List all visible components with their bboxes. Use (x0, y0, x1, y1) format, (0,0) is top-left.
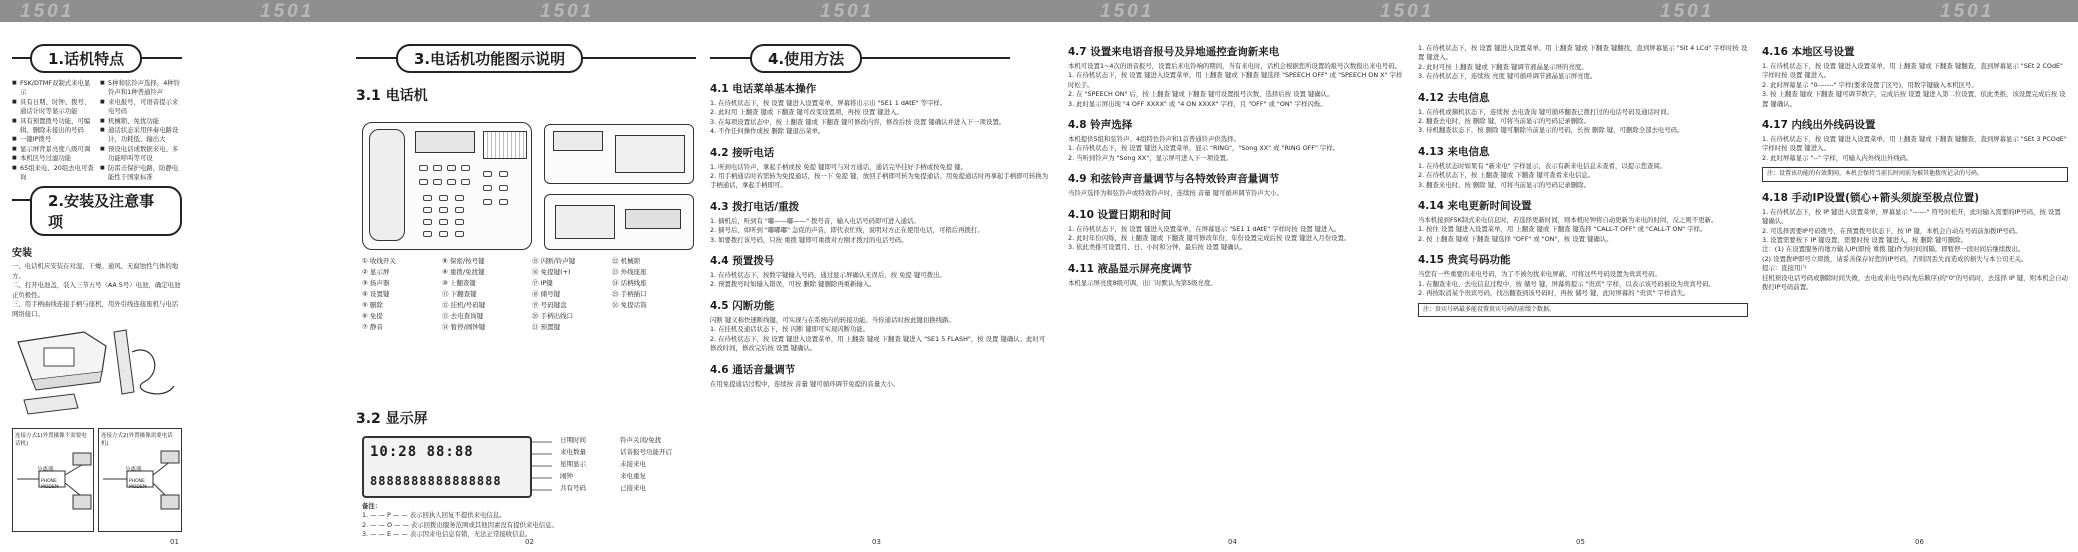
paragraph: 本机显示屏亮度8级可调，出厂时默认为第5级亮度。 (1068, 278, 1217, 287)
header-band (0, 0, 2078, 22)
paragraph: (2) 设置拨IP即号立即拨，请妥善保存好您的IP号码，否则因丢失而造成的损失与本公司无关。 (1762, 254, 2028, 263)
phone-port-label: PHONE (129, 479, 145, 484)
subsection-title: 4.5 闪断功能 (710, 299, 775, 312)
note-box: 注：贵宾号码最多能设置贵宾号码的前缀个数据。 (1418, 303, 1748, 318)
legend-item: ⑩ 上翻查键 (442, 279, 476, 287)
feature-item: ■ 一键IP拨号 (12, 135, 94, 144)
legend-item: ④ 设置键 (362, 290, 390, 298)
subsection-title: 4.7 设置来电语音报号及异地遥控查询新来电 (1068, 46, 1280, 58)
legend-item: ⑮ 闪断/铃声键 (532, 257, 576, 265)
paragraph: 1. 在待机状态下，按 设置 键进入设置菜单，用 上翻查 键或 下翻查 键选择 "SPEECH OFF" 或 "SPEECH ON X" 字样时松手。 (1068, 71, 1403, 89)
notes-title: 备注： (362, 502, 382, 510)
legend-item: ㉖ 免提话筒 (612, 301, 647, 309)
legend-item: ⑱ 储号键 (532, 290, 561, 298)
column-page-5 (1418, 44, 1748, 534)
legend-item: ⑳ 手柄出线口 (532, 312, 574, 320)
paragraph: 3. 依此类推可设置月、日、小时和分钟，最后按 设置 键确认。 (1068, 243, 1247, 252)
lcd-label: 共有号码 (560, 484, 586, 492)
brand-logo: 1501 (20, 1, 75, 22)
legend-item: ⑲ 号码键盘 (532, 301, 567, 309)
subsection-title: 4.8 铃声选择 (1068, 119, 1133, 132)
feature-item: ■ 通话状态采用伴奏电路设计，功耗低、输出大 (100, 126, 182, 145)
note-box: 注：设置该功能的有效期间，本机会保持当前长时间前为被其他拨所记录的号码。 (1762, 167, 2068, 182)
paragraph: 2. 此时用 上翻查 键或 下翻查 键可改变设置项，再按 设置 键进入。 (710, 108, 903, 117)
paragraph: 2. 按 上翻查 键或 下翻查 键选择 "OFF" 或 "ON"，按 设置 键确认。 (1418, 234, 1613, 243)
feature-item: ■ FSK/DTMF双制式来电显示 (12, 79, 94, 98)
legend-item: ⑬ 去电查询键 (442, 312, 484, 320)
phone-bottom-view (544, 194, 694, 250)
paragraph: 2. 在 "SPEECH ON" 后，按 上翻查 键或 下翻查 键可设置报号次数，选择后按 设置 键确认。 (1068, 90, 1334, 99)
paragraph: 1. 在待机状态下，按 IP 键进入设置菜单，屏幕显示 "------" 符号时松开，此时输入需要的IP号码，按 设置 键确认。 (1762, 207, 2061, 226)
column-page-6 (1762, 44, 2068, 534)
install-step: 二、打开电池盖，装入三节五号（AA 5号）电池，确定电池正负极性。 (12, 281, 181, 299)
lcd-screen-diagram (362, 436, 532, 498)
brand-logo: 1501 (1100, 1, 1155, 22)
brand-logo: 1501 (1940, 1, 1995, 22)
legend-item (612, 322, 692, 333)
column-page-4 (1068, 44, 1408, 534)
legend-item: ⑭ 暂停/闹钟键 (442, 323, 486, 331)
lcd-label: 闹钟 (560, 472, 573, 480)
column-page-1 (12, 44, 182, 534)
paragraph: 挂机预设电话号码或删除时间失败，去电或来电号码(先后顺序)的"0"的号码时，去选择 IP 键，则本机会自动拨打IP号码前置。 (1762, 273, 2068, 291)
note-item: 2. — — O — — 表示回拨出服务范围或其他因素没有提供来电信息。 (362, 520, 558, 529)
legend-item: ⑫ 挂机/号码键 (442, 301, 486, 309)
paragraph: 1. 摘机后，听到有 "嘟——嘟——" 拨号音，输入电话号码即可进入通话。 (710, 216, 920, 225)
phone-port-label: PHONE (41, 479, 57, 484)
page-number: 01 (170, 538, 179, 546)
legend-item: ㉓ 外线座座 (612, 268, 647, 276)
connection-diagram-1: 连接方式1(外置摄像不需要电话机) 分离器 PHONE MODEM (12, 428, 94, 532)
paragraph: 1. 在待机状态下，按 设置 键进入设置菜单，用 上翻查 键或 下翻查 键翻查，直到屏幕显示 "SEt 3 PCOdE" 字样时按 设置 键进入。 (1762, 135, 2067, 153)
paragraph: 2. 翻查去电时，按 删除 键，可将当前显示的号码记录删除。 (1418, 117, 1590, 126)
legend-item: ① 收线开关 (362, 257, 396, 265)
subsection-title: 4.15 贵宾号码功能 (1418, 254, 1511, 267)
legend-item: ㉑ 预置键 (532, 323, 561, 331)
paragraph: 1. 在待机状态时如果有 "新来电" 字样显示，表示有新来电信息未查看，以提示您查阅。 (1418, 161, 1667, 170)
legend-item: ㉔ 话柄线座 (612, 279, 647, 287)
paragraph: 本机可设置1~4次的语音报号，设置后来电铃响的期间，当有来电时，话机会根据您所设置的报号次数报出来电号码。 (1068, 62, 1402, 70)
paragraph: 2. 此时屏幕显示 "--" 字样，可输入内外线出外线码。 (1762, 153, 1913, 162)
phone-diagram (362, 122, 532, 250)
paragraph: 当本机接到FSK制式来电信息时，若选择更新时间，则本机时钟将自动更新为来电的时间，反之则不更新。 (1418, 216, 1718, 225)
paragraph: 2. 此时屏幕显示 "0-------" 字样(要求设置了区号)，用数字键输入本机区号。 (1762, 80, 1978, 89)
legend-item: ⑪ 下翻查键 (442, 290, 477, 298)
paragraph: 2. 此时可按 上翻查 键或 下翻查 键调节液晶显示屏的亮度。 (1418, 62, 1588, 71)
subsection-title: 4.12 去电信息 (1418, 91, 1490, 104)
page-number: 04 (1228, 538, 1237, 546)
note-item: 3. — — E — — 表示因来电信息有错，无法正常接收信息。 (362, 530, 532, 539)
paragraph: 3. 此时显示屏出现 "4 OFF XXXX" 或 "4 ON XXXX" 字样，且 "OFF" 或 "ON" 字样闪烁。 (1068, 99, 1327, 108)
lcd-label: 来电数量 (560, 448, 586, 456)
feature-item: ■ 5种和弦铃声选择，4种铃铃声和1种普通铃声 (100, 79, 182, 98)
paragraph: 1. 在待机状态下，按 设置 键进入设置菜单，用 上翻查 键或 下翻查 键翻找，直到屏幕显示 "Slt 4 LCd" 字样时按 设置 键进入。 (1418, 44, 1748, 62)
connection-diagram-2: 连接方式2(外置摄像需要电话机) 分离器 PHONE MODEM (98, 428, 182, 532)
paragraph: 1. 在待机状态下，按 设置 键进入设置菜单，在屏幕显示 "SE1 1 dAtE" 字样时按 设置 键进入。 (1068, 224, 1341, 233)
legend-item: ⑧ 保密/按号键 (442, 257, 485, 265)
subsection-title: 4.2 接听电话 (710, 146, 775, 159)
lcd-label: 星期显示 (560, 460, 586, 468)
handset (369, 129, 405, 241)
paragraph: 注：(1) 在设置服务的地方输入IP(即按 重拨 键)作为时间间隔，即暂停一段时间后继续拨出。 (1762, 245, 2025, 254)
column-page-2 (356, 44, 696, 539)
paragraph: 1. 在翻查来电、去电信息过程中，按 储号 键，屏幕将提示 "贵宾" 字样，以表示该号码被设为贵宾号码。 (1418, 279, 1715, 288)
feature-item: ■ 本机区号过滤功能 (12, 154, 94, 163)
features-list (12, 79, 182, 182)
legend-item: ⑨ 重拨/免扰键 (442, 268, 485, 276)
page-number: 03 (872, 538, 881, 546)
modem-port-label: MODEM (41, 485, 59, 490)
lcd-label: 日期时间 (560, 436, 586, 444)
legend-item: ⑦ 静音 (362, 323, 383, 331)
lcd-label: 未接来电 (620, 460, 646, 468)
phone-side-view (544, 124, 694, 184)
legend-item: ⑥ 免提 (362, 312, 383, 320)
subsection-title: 4.10 设置日期和时间 (1068, 208, 1172, 221)
lcd-label: 来电重复 (620, 472, 646, 480)
paragraph: 2. 再按取消某个贵宾号码，找出翻查到该号码时，再按 储号 键，此时屏幕的 "贵宾" 字样消失。 (1418, 289, 1690, 298)
paragraph: 2. 此时年份闪烁，按 上翻查 键或 下翻查 键可修改年份，年份设置完成后按 设置 键进入月份设置。 (1068, 234, 1351, 243)
note-item: 1. — — P — — 表示回执人回复不提供来电信息。 (362, 511, 506, 520)
speaker-grille (483, 131, 527, 159)
lcd-callout-lines (532, 436, 552, 506)
install-step: 三、用手柄曲线连接手柄与座机，用外引线连接座机与电话网络接口。 (12, 300, 179, 318)
legend-item: ⑤ 删除 (362, 301, 383, 309)
page-number: 06 (1915, 538, 1924, 546)
section-heading: 4.使用方法 (750, 44, 862, 73)
legend-item (612, 311, 692, 322)
brand-logo: 1501 (260, 1, 315, 22)
paragraph: 1. 在待机状态下，按 设置 键进入设置菜单，显示 "RING"，"Song XX" 或 "RING OFF" 字样。 (1068, 144, 1340, 153)
legend-item: ② 显示屏 (362, 268, 390, 276)
paragraph: 2. 可选择需要IP号码拨号，在预置拨号状态下，按 IP 键，本机会自动在号码前加拨IP号码。 (1762, 226, 2022, 235)
legend-item: ⑯ 免提键(+) (532, 268, 571, 276)
paragraph: 3. 如要拨打该号码，只按 重拨 键即可重拨对方刚才拨过的电话号码。 (710, 235, 908, 244)
lcd-label: 铃声关闭/免扰 (620, 436, 662, 444)
paragraph: 在用免提通话过程中，连续按 音量 键可循环调节免提的音量大小。 (710, 379, 900, 388)
phone-installation-illustration (14, 302, 180, 422)
paragraph: 3. 按 上翻查 键或 下翻查 键可调节数字，完成后按 设置 键进入第二位设置，依此类推，该设置完成后按 设置 键确认。 (1762, 90, 2066, 108)
subsection-title: 4.18 手动IP设置(锁心+箭头须旋至极点位置) (1762, 191, 1980, 204)
paragraph: 3. 在每项设置状态中，按 上翻查 键或 下翻查 键可修改内容，修改后按 设置 键确认并进入下一项设置。 (710, 117, 1006, 126)
paragraph: 3. 翻查来电时，按 删除 键，可将当前显示的号码记录删除。 (1418, 180, 1590, 189)
section-heading: 2.安装及注意事项 (30, 186, 182, 236)
legend-item: ㉒ 机械锁 (612, 257, 641, 265)
page-number: 02 (525, 538, 534, 546)
subsection-title: 3.1 电话机 (356, 88, 428, 104)
feature-item: ■ 来电报号，可语音提示来电号码 (100, 98, 182, 117)
lcd-labels-right (620, 434, 672, 494)
feature-item: ■ 显示屏背景亮度八级可调 (12, 145, 94, 154)
subsection-title: 4.4 预置拨号 (710, 255, 775, 268)
display-window (415, 131, 475, 153)
paragraph: 1. 在待机状态下，按 设置 键进入设置菜单，屏幕将出示出 "SE1 1 dAtE" 等字样。 (710, 99, 947, 107)
feature-item: ■ 具有预置拨号功能，可编辑、删除未接出的号码 (12, 117, 94, 136)
feature-item: ■ 预设电话或数据来电、多功能呼叫等可设 (100, 145, 182, 164)
install-step: 一、电话机应安装在对湿、干燥、通风、无腐蚀性气体的地方。 (12, 262, 179, 280)
subsection-title: 4.3 拨打电话/重拨 (710, 200, 800, 213)
paragraph: 1. 在待机状态下，按 设置 键进入设置菜单，用 上翻查 键或 下翻查 键翻查，直到屏幕显示 "SEt 2 COdE" 字样时按 设置 键进入。 (1762, 62, 2063, 80)
modem-port-label: MODEM (129, 485, 147, 490)
legend-item: ③ 扬声器 (362, 279, 390, 287)
subsection-title: 4.9 和弦铃声音量调节与各特效铃声音量调节 (1068, 173, 1280, 186)
paragraph: 2. 在待机状态下，按 设置 键进入设置菜单，用 上翻查 键或 下翻查 键进入 "SE1 5 FLASH"，按 设置 键确认；此时可修改时间，修改完后按 设置 键确认。 (710, 334, 1046, 353)
lcd-labels (560, 434, 586, 494)
page-number: 05 (1576, 538, 1585, 546)
splitter-label: 分离器 (125, 467, 142, 473)
paragraph: 提示：直接用户 (1762, 264, 1807, 273)
subsection-title: 4.1 电话菜单基本操作 (710, 83, 817, 95)
feature-item: ■ 65组来电、20组去电可查询 (12, 164, 94, 183)
paragraph: 1. 在挂机及通话状态下，按 闪断 键即可实现闪断功能。 (710, 325, 870, 334)
feature-item: ■ 具有日期、时钟、拨号、通话计时等显示功能 (12, 98, 94, 117)
paragraph: 闪断 键又称快速断线键，可实现与在系统内的转接功能。当你通话时按此键切换线路。 (710, 315, 955, 324)
paragraph: 3. 待机翻查状态下，按 删除 键可删除当前显示的号码，长按 删除 键，可删除全部去电号码。 (1418, 126, 1684, 135)
paragraph: 1. 在待机状态下，按数字键输入号码，通过显示屏确认无误后，按 免提 键可拨出。 (710, 271, 946, 280)
brand-logo: 1501 (1660, 1, 1715, 22)
paragraph: 2. 用手柄通话时若需转为免提通话，按一下 免提 键，放回手柄即可转为免提通话；用免提通话时再拿起手柄即可转换为手柄通话，拿起手柄即可。 (710, 172, 1049, 190)
subsection-title: 4.16 本地区号设置 (1762, 46, 1855, 58)
paragraph: 1. 在待机或摘机状态下，连续按 去电查询 键可循环翻查已拨打过的电话号码及通话时间。 (1418, 107, 1674, 116)
paragraph: 当您有一些重要的来电号码，为了不被勿扰来电屏蔽，可将这些号码设置为贵宾号码。 (1418, 270, 1661, 279)
subsection-title: 4.14 来电更新时间设置 (1418, 200, 1532, 213)
paragraph: 4. 不作任何操作或按 删除 键退出菜单。 (710, 127, 825, 136)
splitter-label: 分离器 (37, 467, 54, 473)
paragraph: 1. 听到电话铃声，拿起手柄或按 免提 键即可与对方通话，通话完毕挂好手柄或按免提 键。 (710, 162, 968, 171)
section-heading: 1.话机特点 (30, 44, 142, 73)
brand-logo: 1501 (820, 1, 875, 22)
legend-item: ⑰ IP键 (532, 279, 553, 287)
paragraph: 2. 当听到铃声为 "Song XX"，显示屏可进入下一项设置。 (1068, 153, 1233, 162)
section-heading: 3.电话机功能图示说明 (396, 44, 583, 73)
column-page-3 (710, 44, 1050, 534)
subsection-title: 3.2 显示屏 (356, 411, 428, 427)
notes (362, 502, 692, 540)
lcd-label: 已接来电 (620, 484, 646, 492)
paragraph: 3. 在待机状态下，连续按 亮度 键可循环调节液晶显示屏亮度。 (1418, 72, 1597, 81)
brand-logo: 1501 (540, 1, 595, 22)
lcd-number-digits: 8888888888888888 (370, 474, 502, 488)
subsection-title: 4.13 来电信息 (1418, 145, 1490, 158)
install-title: 安装 (12, 248, 32, 260)
parts-legend (362, 256, 692, 333)
paragraph: 2. 预置拨号时如输入错误，可按 删除 键删除再重新输入。 (710, 280, 876, 289)
subsection-title: 4.17 内线出外线码设置 (1762, 119, 1876, 132)
paragraph: 2. 摘号后，如听到 "嘟嘟嘟" 急促的声音，即代表忙线，说明对方正在使用电话，可稍后再拨打。 (710, 226, 984, 235)
feature-item: ■ 防雷击保护电路，防静电能性于国家标准 (100, 164, 182, 183)
lcd-label: 话音报号功能开启 (620, 448, 672, 456)
lcd-time-digits: 10:28 88:88 (370, 444, 474, 460)
feature-item: ■ 机械锁、免扰功能 (100, 117, 182, 126)
paragraph: 当铃声选择为和弦铃声或特效铃声时，连续按 音量 键可循环调节铃声大小。 (1068, 189, 1283, 198)
subsection-title: 4.11 液晶显示屏亮度调节 (1068, 262, 1193, 275)
legend-item: ㉕ 手柄插口 (612, 290, 647, 298)
paragraph: 3. 设置需要按下 IP 键设置，需要时按 设置 键进入，按 删除 键可删除。 (1762, 235, 1967, 244)
subsection-title: 4.6 通话音量调节 (710, 363, 796, 376)
brand-logo: 1501 (1380, 1, 1435, 22)
paragraph: 2. 在待机状态下，按 上翻查 键或 下翻查 键可查看来电信息。 (1418, 171, 1595, 180)
paragraph: 1. 按住 设置 键进入设置菜单，用 上翻查 键或 下翻查 键选择 "CALL-T OFF" 或 "CALL-T ON" 字样。 (1418, 225, 1707, 234)
paragraph: 本机提供5组和弦铃声、4组特色铃声和1首普通铃声供选择。 (1068, 135, 1240, 144)
